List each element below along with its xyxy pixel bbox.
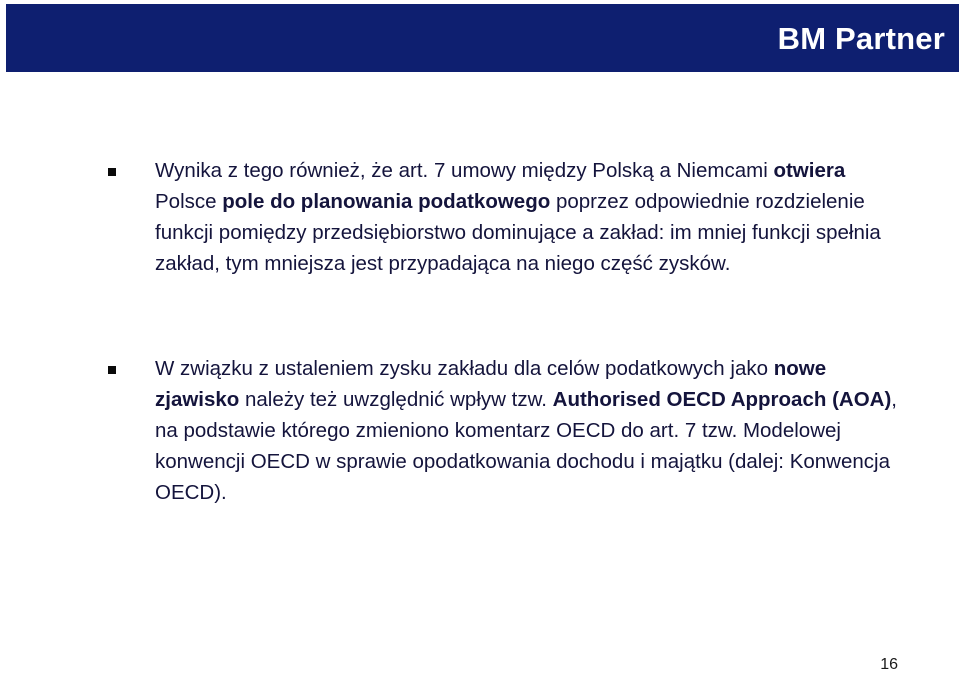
bold-text-segment: pole do planowania podatkowego [222, 190, 551, 213]
bold-text-segment: otwiera [773, 159, 846, 182]
header-bar [6, 4, 959, 72]
bold-text-segment: Authorised OECD Approach (AOA) [552, 388, 892, 411]
bold-text-segment: nowe zjawisko [155, 357, 827, 411]
text-segment: W związku z ustaleniem zysku zakładu dla celów podatkowych jako [155, 357, 774, 380]
text-segment: należy też uwzględnić wpływ tzw. [239, 388, 553, 411]
text-segment: poprzez odpowiednie rozdzielenie funkcji pomiędzy przedsiębiorstwo dominujące a zakład: im mniej funkcji spełnia zakład, tym mniejsza jest przypadająca na niego część zysków. [155, 190, 881, 275]
bullet-text-1 [155, 155, 905, 279]
square-bullet-icon [108, 366, 116, 374]
page-number: 16 [880, 656, 898, 673]
brand-title: BM Partner [777, 21, 945, 56]
text-segment: Polsce [155, 190, 223, 213]
text-segment: , na podstawie którego zmieniono komentarz OECD do art. 7 tzw. Modelowej konwencji OECD w sprawie opodatkowania dochodu i majątku (dalej: Konwencja OECD). [155, 388, 897, 504]
bullet-text-2 [155, 353, 905, 508]
square-bullet-icon [108, 168, 116, 176]
text-segment: Wynika z tego również, że art. 7 umowy między Polską a Niemcami [155, 159, 774, 182]
